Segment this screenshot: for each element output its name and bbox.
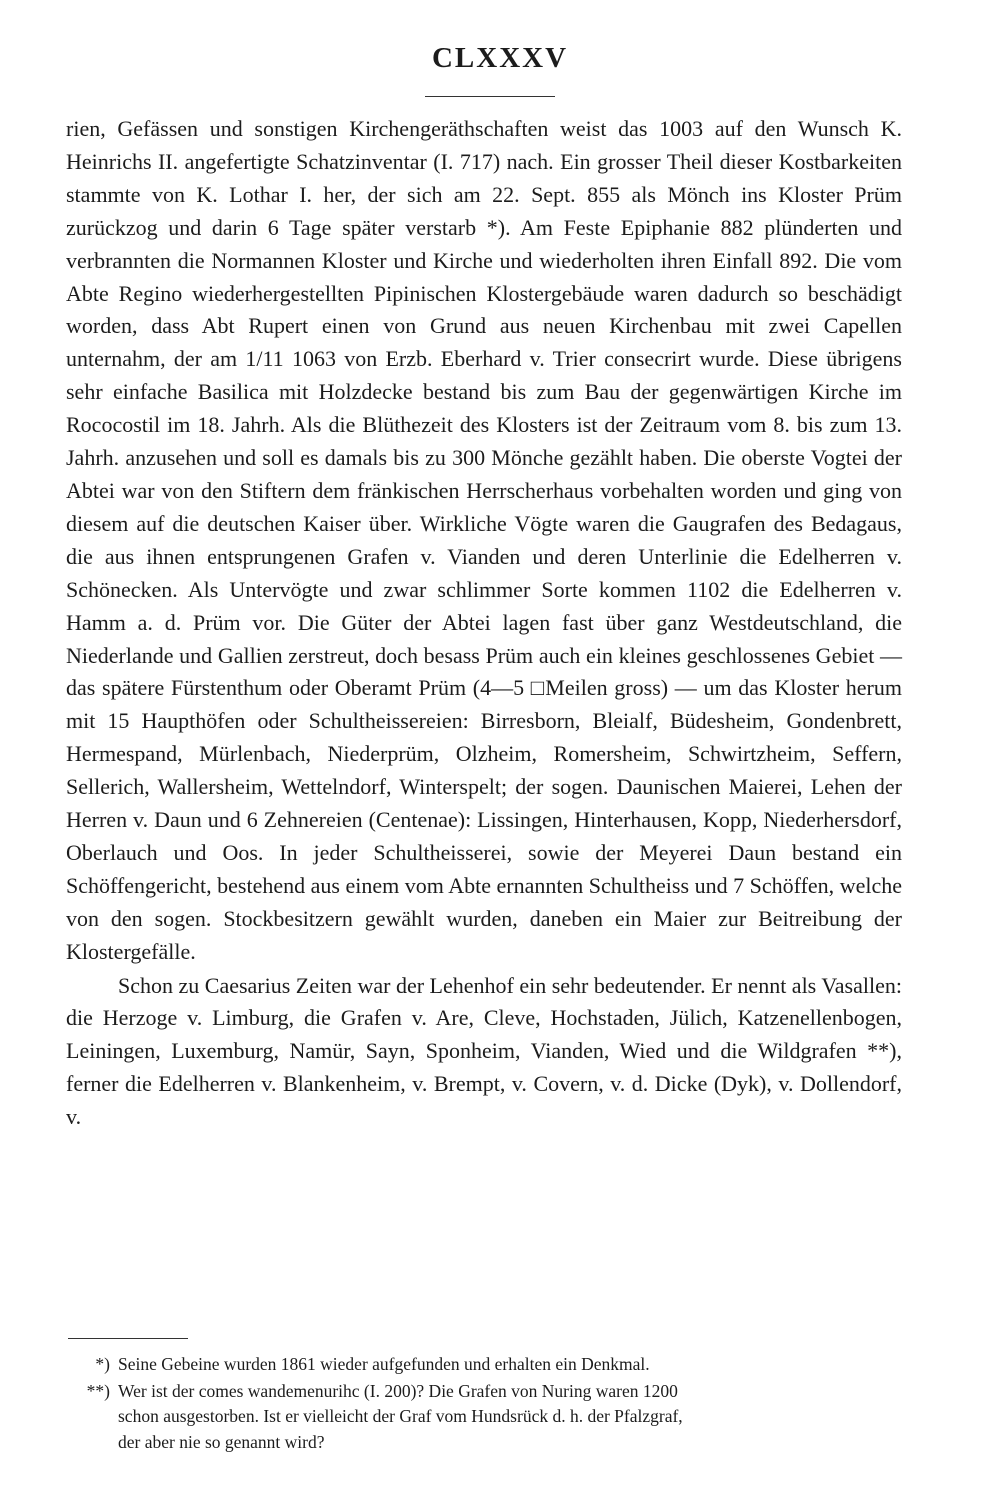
footnote-2	[66, 1379, 902, 1456]
footnote-line: der aber nie so genannt wird?	[118, 1431, 325, 1452]
footnote-mark: *)	[95, 1354, 110, 1374]
body-text	[66, 113, 902, 1134]
footnote-rule	[68, 1338, 188, 1339]
footnote-text: Wer ist der comes wandemenurihc (I. 200)? Die Grafen von Nuring waren 1200	[118, 1380, 678, 1401]
page-number-rule	[425, 96, 555, 97]
footnote-mark: **)	[86, 1380, 110, 1401]
footnote-line	[66, 1379, 902, 1405]
paragraph-2: Schon zu Caesarius Zeiten war der Lehenhof ein sehr bedeutender. Er nennt als Vasallen: die Herzoge v. Limburg, die Grafen v. Are, Cleve, Hochstaden, Jülich, Katzenellenbogen, Leiningen, Luxemburg, Namür, Sayn, Sponheim, Vianden, Wied und die Wildgrafen **), ferner die Edelherren v. Blankenheim, v. Brempt, v. Covern, v. d. Dicke (Dyk), v. Dollendorf, v.	[66, 972, 902, 1130]
footnotes	[66, 1352, 902, 1456]
footnote-line: schon ausgestorben. Ist er vielleicht der Graf vom Hundsrück d. h. der Pfalzgraf,	[118, 1406, 683, 1426]
footnote-1	[66, 1352, 902, 1378]
paragraph-1: rien, Gefässen und sonstigen Kirchengeräthschaften weist das 1003 auf den Wunsch K. Heinrichs II. angefertigte Schatzinventar (I. 717) nach. Ein grosser Theil dieser Kostbarkeiten stammte von K. Lothar I. her, der sich am 22. Sept. 855 als Mönch ins Kloster Prüm zurückzog und darin 6 Tage später verstarb *). Am Feste Epiphanie 882 plünderten und verbrannten die Normannen Kloster und Kirche und wiederholten ihren Einfall 892. Die vom Abte Regino wiederhergestellten Pipinischen Klostergebäude waren dadurch so beschädigt worden, dass Abt Rupert einen von Grund aus neuen Kirchenbau mit zwei Capellen unternahm, der am 1/11 1063 von Erzb. Eberhard v. Trier consecrirt wurde. Diese übrigens sehr einfache Basilica mit Holzdecke bestand bis zum Bau der gegenwärtigen Kirche im Rococostil im 18. Jahrh. Als die Blüthezeit des Klosters ist der Zeitraum vom 8. bis zum 13. Jahrh. anzusehen und soll es damals bis zu 300 Mönche gezählt haben. Die oberste Vogtei der Abtei war von den Stiftern dem fränkischen Herrscherhaus vorbehalten worden und ging von diesem auf die deutschen Kaiser über. Wirkliche Vögte waren die Gaugrafen des Bedagaus, die aus ihnen entsprungenen Grafen v. Vianden und deren Unterlinie die Edelherren v. Schönecken. Als Untervögte und zwar schlimmer Sorte kommen 1102 die Edelherren v. Hamm a. d. Prüm vor. Die Güter der Abtei lagen fast über ganz Westdeutschland, die Niederlande und Gallien zerstreut, doch besass Prüm auch ein kleines geschlossenes Gebiet — das spätere Fürstenthum oder Oberamt Prüm (4—5 □Meilen gross) — um das Kloster herum mit 15 Haupthöfen oder Schultheissereien: Birresborn, Bleialf, Büdesheim, Gondenbrett, Hermespand, Mürlenbach, Niederprüm, Olzheim, Romersheim, Schwirtzheim, Seffern, Sellerich, Wallersheim, Wettelndorf, Winterspelt; der sogen. Daunischen Maierei, Lehen der Herren v. Daun und 6 Zehnereien (Centenae): Lissingen, Hinterhausen, Kopp, Niederhersdorf, Oberlauch und Oos. In jeder Schultheisserei, sowie der Meyerei Daun bestand ein Schöffengericht, bestehend aus einem vom Abte ernannten Schultheiss und 7 Schöffen, welche von den sogen. Stockbesitzern gewählt wurden, daneben ein Maier zur Beitreibung der Klostergefälle.	[66, 116, 902, 964]
page-number: CLXXXV	[431, 42, 569, 74]
footnote-text: Seine Gebeine wurden 1861 wieder aufgefunden und erhalten ein Denkmal.	[118, 1354, 650, 1374]
